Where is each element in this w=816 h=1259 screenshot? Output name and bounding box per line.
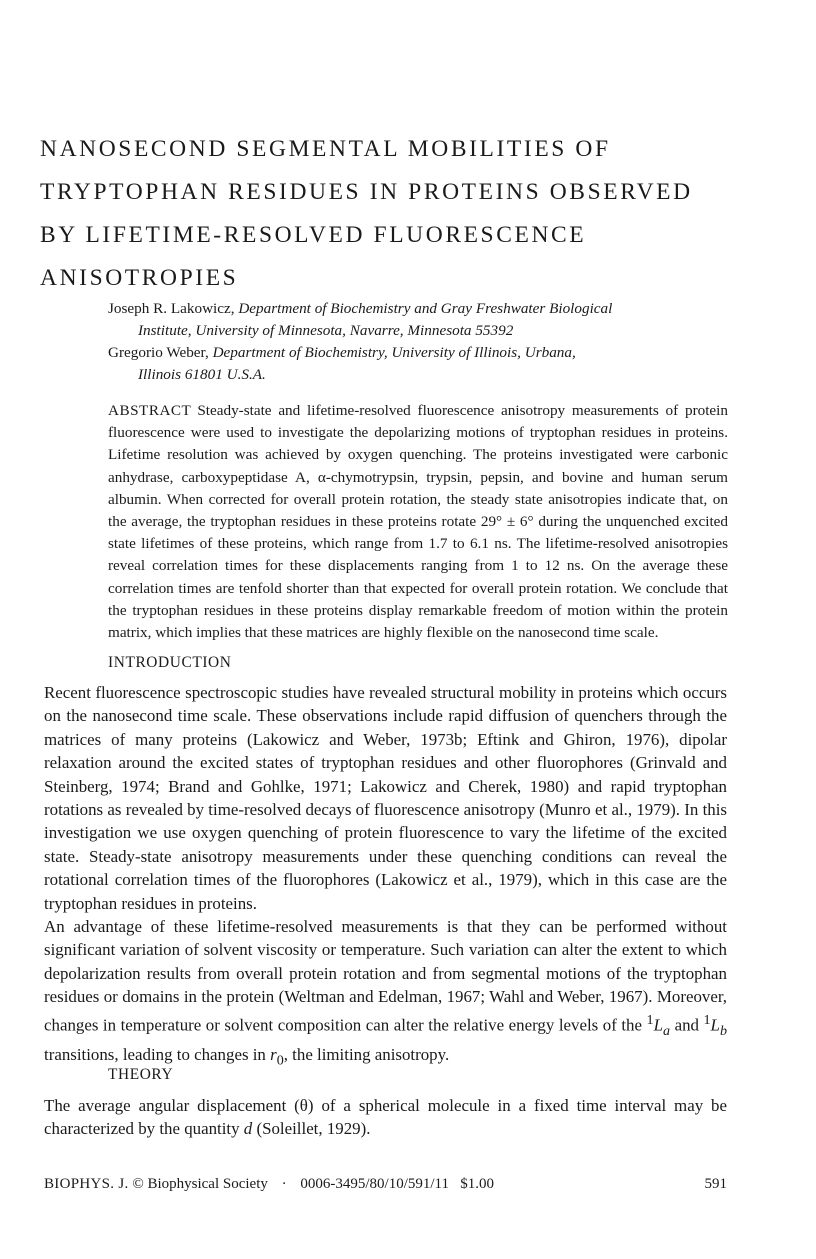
paragraph: An advantage of these lifetime-resolved measurements is that they can be performed without significant variation of solvent viscosity or temperature. Such variation can alter the extent to which depolarization results from overall protein rotation and from segmental motions of the tryptophan residues or domains in the protein (Weltman and Edelman, 1967; Wahl and Weber, 1967). Moreover, changes in temperature or solvent composition can alter the relative energy levels of the $^1L_a$ and $^1L_b$ transitions, leading to changes in $r_0$, the limiting anisotropy. [44, 917, 727, 1069]
paragraph: The average angular displacement (θ) of a spherical molecule in a fixed time interval may be characterized by the quantity d (Soleillet, 1929). [44, 1096, 727, 1139]
page-number: 591 [704, 1176, 727, 1192]
author-affiliation-cont: Illinois 61801 U.S.A. [138, 366, 266, 383]
page-footer [44, 1176, 727, 1193]
title-line: BY LIFETIME-RESOLVED FLUORESCENCE [40, 222, 587, 248]
article-price: $1.00 [460, 1176, 494, 1192]
author-entry [108, 298, 788, 320]
author-name: Gregorio Weber, [108, 344, 209, 361]
introduction-heading: INTRODUCTION [108, 654, 232, 671]
introduction-body [44, 681, 727, 1073]
journal-name: BIOPHYS. J. [44, 1176, 129, 1192]
title-line: NANOSECOND SEGMENTAL MOBILITIES OF [40, 136, 611, 162]
paragraph: Recent fluorescence spectroscopic studies have revealed structural mobility in proteins which occurs on the nanosecond time scale. These observations include rapid diffusion of quenchers through the matrices of many proteins (Lakowicz and Weber, 1973b; Eftink and Ghiron, 1976), dipolar relaxation around the excited states of tryptophan residues and other fluorophores (Grinvald and Steinberg, 1974; Brand and Gohlke, 1971; Lakowicz and Cherek, 1980) and rapid tryptophan rotations as revealed by time-resolved decays of fluorescence anisotropy (Munro et al., 1979). In this investigation we use oxygen quenching of protein fluorescence to vary the lifetime of the excited state. Steady-state anisotropy measurements under these quenching conditions can reveal the rotational correlation times of the fluorophores (Lakowicz et al., 1979), which in this case are the tryptophan residues in proteins. [44, 683, 727, 913]
author-entry [108, 342, 788, 364]
author-affiliation: Department of Biochemistry, University of Illinois, Urbana, [212, 344, 576, 361]
abstract-text: Steady-state and lifetime-resolved fluorescence anisotropy measurements of protein fluorescence were used to investigate the depolarizing motions of tryptophan residues in proteins. Lifetime resolution was achieved by oxygen quenching. The proteins investigated were carbonic anhydrase, carboxypeptidase A, α-chymotrypsin, trypsin, pepsin, and bovine and human serum albumin. When corrected for overall protein rotation, the steady state anisotropies indicate that, on the average, the tryptophan residues in these proteins rotate 29° ± 6° during the unquenched excited state lifetimes of these proteins, which range from 1.7 to 6.1 ns. The lifetime-resolved anisotropies reveal correlation times for these displacements ranging from 1 to 12 ns. On the average these correlation times are tenfold shorter than that expected for overall protein rotation. We conclude that the tryptophan residues in these proteins display remarkable freedom of motion within the protein matrix, which implies that these matrices are highly flexible on the nanosecond time scale. [108, 402, 728, 642]
abstract [108, 400, 728, 644]
article-title [40, 128, 780, 300]
title-line: ANISOTROPIES [40, 265, 239, 291]
author-block [108, 298, 788, 386]
theory-body [44, 1094, 727, 1141]
author-affiliation: Department of Biochemistry and Gray Freshwater Biological [238, 300, 613, 317]
abstract-label: ABSTRACT [108, 402, 192, 419]
theory-heading: THEORY [108, 1066, 174, 1083]
author-affiliation-cont: Institute, University of Minnesota, Navarre, Minnesota 55392 [138, 322, 514, 339]
title-line: TRYPTOPHAN RESIDUES IN PROTEINS OBSERVED [40, 179, 693, 205]
separator-dot: · [281, 1176, 287, 1192]
article-code: 0006-3495/80/10/591/11 [300, 1176, 449, 1192]
author-name: Joseph R. Lakowicz, [108, 300, 235, 317]
copyright-notice: © Biophysical Society [132, 1176, 268, 1192]
